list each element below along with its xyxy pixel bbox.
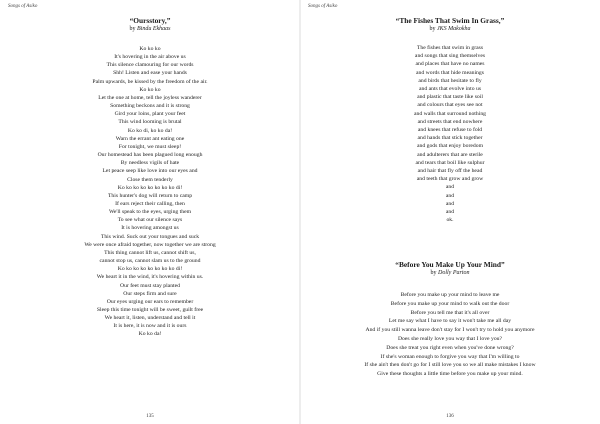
poem-line: Our eyes urging our ears to remember: [106, 298, 194, 305]
poem-lines: [300, 291, 600, 379]
poem-line: and adulterers that are sterile: [417, 151, 483, 158]
page-number: 136: [446, 414, 454, 419]
poem-line: Ko ko da!: [138, 331, 162, 338]
poem-line: Palm upwards, be kissed by the freedom of the air.: [92, 78, 208, 85]
poem-line: ok.: [446, 217, 454, 224]
poem-fishes-that-swim-in-grass: [300, 16, 600, 224]
poem-title: “Oursstory,”: [129, 16, 171, 25]
poem-line: We heart it, listen, understand and tell it: [104, 315, 196, 322]
poem-line: It's hovering in the air above us: [114, 54, 186, 61]
poem-line: Ko ko ko: [139, 46, 161, 52]
poem-line: Does she really love you way that I love you?: [397, 335, 503, 342]
poem-line: and words that hide meanings: [416, 69, 484, 76]
poem-title: “The Fishes That Swim In Grass,”: [395, 16, 505, 25]
poem-line: and ants that evolve into us: [418, 86, 482, 93]
poem-line: Our homestead has been plagued long enough: [97, 152, 203, 159]
poem-line: This hunter's dog will return to camp: [107, 192, 193, 199]
poem-line: cannot stop us, cannot slam us to the ground: [99, 258, 201, 265]
poem-line: and places that have no names: [415, 61, 485, 68]
poem-line: and: [445, 209, 455, 216]
poem-byline: [0, 25, 300, 33]
poem-lines: [300, 44, 600, 224]
poem-line: Ko ko ko: [139, 86, 161, 93]
poem-line: If she ain't then don't go for I still love you so we all make mistakes I know: [364, 362, 536, 369]
poem-line: Gird your loins, plant your feet: [114, 111, 186, 118]
poem-line: and songs that sing themselves: [414, 53, 486, 60]
poem-line: We heart it in the wind, it's hovering within us.: [96, 274, 204, 281]
poem-line: Does she treat you right even when you've done wrong?: [386, 344, 514, 351]
poem-line: Ko ko di, ko ko da!: [127, 127, 173, 134]
poem-line: and knees that refuse to fold: [417, 127, 483, 134]
right-page: [300, 0, 600, 424]
poem-line: Before you tell me that it's all over: [410, 309, 490, 316]
running-head: Songs of Asiko: [308, 4, 338, 9]
poem-line: Before you make up your mind to walk out the door: [390, 300, 510, 307]
poem-line: Warn the errant ant eating one: [115, 135, 185, 142]
poem-line: Give these thoughts a little time before you make up your mind.: [377, 371, 523, 378]
poem-line: and: [445, 184, 455, 191]
poem-line: Close them tenderly: [127, 176, 173, 183]
poem-line: We'll speak to the eyes, urging them: [108, 209, 192, 216]
poem-line: This thing cannot lift us, cannot shift us,: [104, 249, 196, 256]
poem-line: If she's woman enough to forgive you way that I'm willing to: [380, 353, 520, 360]
poem-line: and walls that surround nothing: [413, 110, 487, 117]
by-word: by: [430, 270, 437, 276]
poem-line: and hands that stick together: [417, 135, 483, 142]
poem-line: and streets that end nowhere: [417, 118, 483, 125]
poem-byline: [300, 269, 600, 277]
poem-byline: [300, 25, 600, 33]
poem-line: Ko ko ko ko ko ko ko ko di!: [117, 184, 183, 191]
poem-oursstory: [0, 16, 300, 339]
poem-line: and gods that enjoy boredom: [416, 143, 484, 150]
poem-line: Ko ko ko ko ko ko ko ko di!: [117, 266, 183, 273]
poem-line: This silence clamouring for our words: [106, 62, 194, 69]
poem-line: To see what our silence says: [117, 217, 183, 224]
poem-line: We were once afraid together, now together we are strong: [84, 241, 216, 248]
poem-line: Let me say what I have to say it won't take me all day: [388, 318, 512, 325]
poem-author: JKS Makokha: [437, 26, 471, 32]
poem-before-you-make-up-your-mind: [300, 260, 600, 379]
poem-line: Our steps firm and sure: [123, 290, 177, 297]
poem-line: Let peace seep like love into our eyes and: [102, 168, 198, 175]
poem-line: and plastic that taste like soil: [417, 94, 483, 101]
by-word: by: [129, 26, 136, 32]
poem-line: Sleep this time tonight will be sweet, guilt free: [96, 307, 204, 313]
poem-line: Before you make up your mind to leave me: [400, 292, 500, 298]
poem-line: And if you still wanna leave don't stay for I won't try to hold you anymore: [365, 327, 535, 334]
poem-line: It is hovering amongst us: [121, 225, 179, 232]
page-number: 135: [146, 414, 154, 419]
poem-author: Dolly Parton: [438, 270, 470, 276]
by-word: by: [429, 26, 436, 32]
poem-line: and: [445, 192, 455, 199]
poem-line: Our feet must stay planted: [119, 282, 181, 289]
poem-line: and hair that fly off the head: [417, 168, 483, 175]
poem-lines: [0, 45, 300, 339]
poem-line: and birds that hesitate to fly: [418, 77, 482, 84]
running-head: Songs of Asiko: [8, 4, 38, 9]
poem-line: The fishes that swim in grass: [416, 45, 484, 51]
poem-line: It is here, it is now and it is ours: [113, 323, 187, 330]
poem-line: and tears that boil like sulphur: [415, 159, 485, 166]
poem-line: This wind looming is brutal: [118, 119, 182, 126]
poem-title: “Before You Make Up Your Mind”: [395, 260, 505, 269]
poem-line: and: [445, 200, 455, 207]
poem-author: Bindu Ekhaas: [137, 26, 171, 32]
poem-line: and teeth that grow and grow: [416, 176, 484, 183]
poem-line: Shh! Listen and ease your hands: [113, 70, 187, 77]
poem-line: If ears reject their calling, then: [115, 200, 185, 207]
poem-line: By needless vigils of hate: [120, 160, 180, 167]
poem-line: This wind. Suck out your tongues and suck: [100, 233, 200, 240]
poem-line: Let the one at home, tell the joyless wanderer: [98, 94, 202, 101]
poem-line: Something beckons and it is strong: [110, 103, 190, 110]
poem-line: For tonight, we must sleep!: [118, 143, 182, 150]
poem-line: and colours that eyes see not: [417, 102, 483, 109]
